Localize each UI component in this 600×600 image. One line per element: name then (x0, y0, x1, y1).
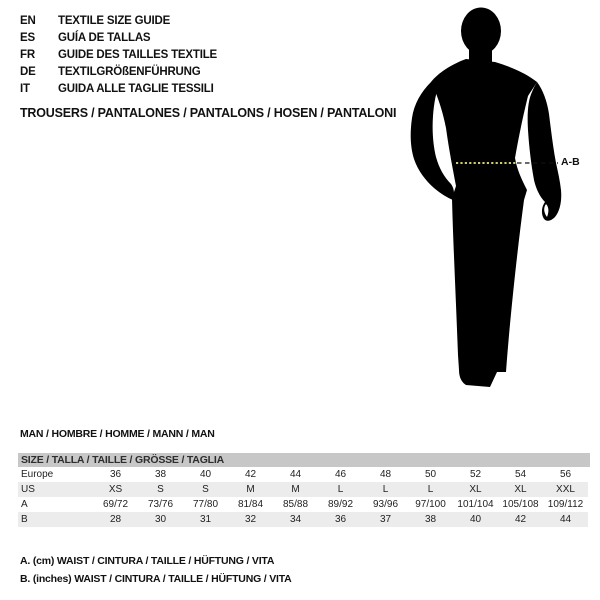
language-title: TEXTILE SIZE GUIDE (58, 15, 171, 27)
man-silhouette (400, 0, 600, 400)
size-cell: M (246, 484, 255, 495)
size-cell: 31 (199, 514, 212, 525)
silhouette-body (431, 59, 537, 387)
language-row-fr (20, 47, 217, 64)
language-title: GUÍA DE TALLAS (58, 32, 151, 44)
table-row-a (18, 497, 588, 512)
size-cell: 101/104 (457, 499, 494, 510)
size-cell: 28 (109, 514, 122, 525)
footnotes (20, 553, 292, 588)
category-title: TROUSERS / PANTALONES / PANTALONS / HOSEN / PANTALONI (20, 106, 397, 120)
size-cell: 81/84 (237, 499, 264, 510)
size-cell: 48 (379, 469, 392, 480)
size-cell: 109/112 (547, 499, 584, 510)
language-row-de (20, 64, 217, 81)
size-cell: 73/76 (147, 499, 174, 510)
silhouette-right-arm (528, 82, 562, 221)
size-cell: 85/88 (282, 499, 309, 510)
size-cell: 42 (514, 514, 527, 525)
size-cell: XXL (556, 484, 575, 495)
size-cell: 34 (289, 514, 302, 525)
size-cell: 46 (334, 469, 347, 480)
size-cell: 32 (244, 514, 257, 525)
size-cell: S (157, 484, 164, 495)
size-cell: L (427, 484, 434, 495)
language-list (20, 13, 217, 98)
row-label: US (21, 484, 35, 495)
size-table-body (18, 467, 588, 527)
table-section-title: MAN / HOMBRE / HOMME / MANN / MAN (20, 428, 215, 440)
language-row-it (20, 81, 217, 98)
size-cell: 93/96 (372, 499, 399, 510)
row-label: B (21, 514, 28, 525)
size-cell: 56 (559, 469, 572, 480)
row-label: A (21, 499, 28, 510)
language-title: TEXTILGRÖßENFÜHRUNG (58, 66, 201, 78)
size-cell: 38 (154, 469, 167, 480)
size-cell: XS (108, 484, 123, 495)
size-cell: 36 (334, 514, 347, 525)
size-cell: 50 (424, 469, 437, 480)
size-cell: 38 (424, 514, 437, 525)
footnote-a: A. (cm) WAIST / CINTURA / TAILLE / HÜFTUNG / VITA (20, 555, 275, 567)
table-row-europe (18, 467, 588, 482)
language-row-es (20, 30, 217, 47)
language-title: GUIDE DES TAILLES TEXTILE (58, 49, 217, 61)
size-cell: XL (514, 484, 527, 495)
table-header-bar: SIZE / TALLA / TAILLE / GRÖSSE / TAGLIA (18, 453, 590, 467)
size-cell: L (337, 484, 344, 495)
size-cell: 40 (469, 514, 482, 525)
size-cell: 105/108 (502, 499, 539, 510)
footnote-b: B. (inches) WAIST / CINTURA / TAILLE / HÜFTUNG / VITA (20, 572, 292, 585)
size-cell: XL (469, 484, 482, 495)
size-cell: 44 (289, 469, 302, 480)
table-row-b (18, 512, 588, 527)
language-row-en (20, 13, 217, 30)
size-cell: 77/80 (192, 499, 219, 510)
language-code: FR (20, 49, 35, 61)
size-cell: 52 (469, 469, 482, 480)
size-cell: 69/72 (102, 499, 129, 510)
size-cell: 54 (514, 469, 527, 480)
row-label: Europe (21, 469, 54, 480)
size-cell: 36 (109, 469, 122, 480)
language-title: GUIDA ALLE TAGLIE TESSILI (58, 83, 214, 95)
size-cell: 40 (199, 469, 212, 480)
size-cell: S (202, 484, 209, 495)
language-code: EN (20, 15, 36, 27)
language-code: DE (20, 66, 36, 78)
size-cell: 44 (559, 514, 572, 525)
size-cell: M (291, 484, 300, 495)
size-cell: 89/92 (327, 499, 354, 510)
size-cell: L (382, 484, 389, 495)
table-row-us (18, 482, 588, 497)
size-cell: 97/100 (415, 499, 446, 510)
size-cell: 37 (379, 514, 392, 525)
size-cell: 30 (154, 514, 167, 525)
language-code: ES (20, 32, 35, 44)
size-cell: 42 (244, 469, 257, 480)
measure-label-ab: A-B (561, 156, 580, 168)
language-code: IT (20, 83, 30, 95)
